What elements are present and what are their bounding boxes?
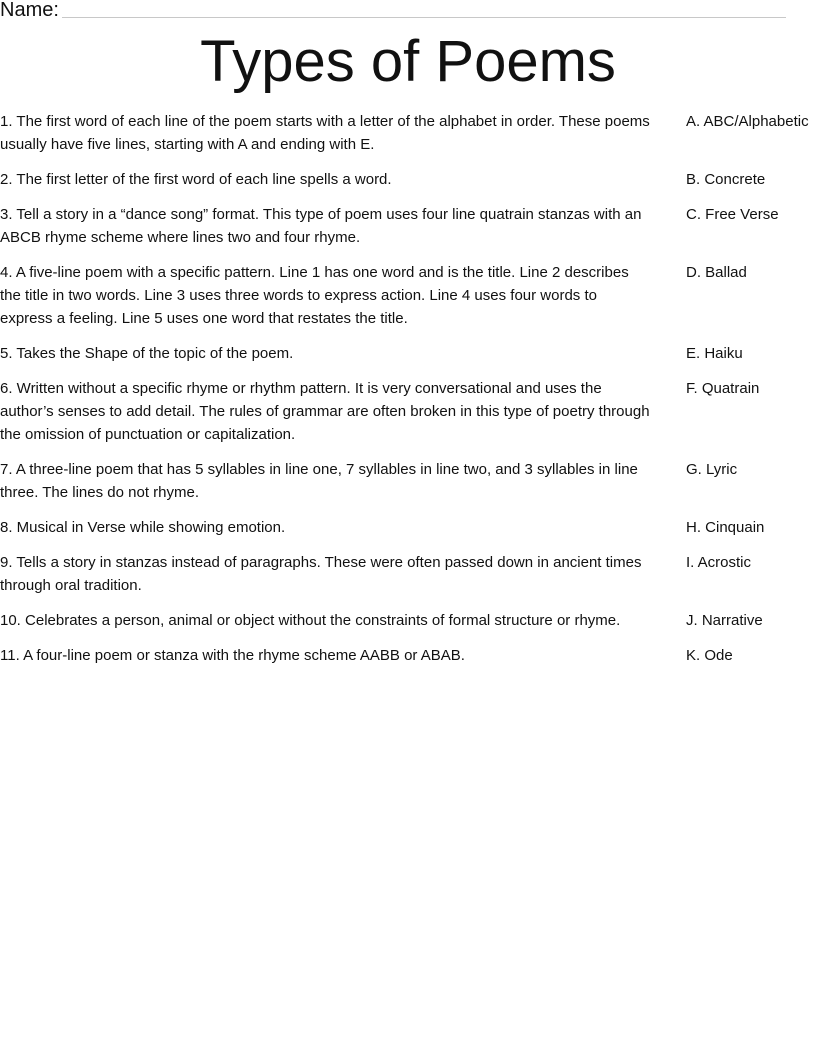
- question-8: 8. Musical in Verse while showing emotion.: [0, 519, 286, 536]
- matching-row: [0, 203, 816, 249]
- answer-g: G. Lyric: [686, 461, 738, 478]
- question-3: 3. Tell a story in a “dance song” format. This type of poem uses four line quatrain stanzas with an ABCB rhyme scheme where lines two and four rhyme.: [0, 206, 642, 246]
- matching-row: [0, 261, 816, 330]
- answer-f: F. Quatrain: [686, 380, 760, 397]
- matching-row: [0, 644, 816, 667]
- matching-row: [0, 551, 816, 597]
- matching-row: [0, 609, 816, 632]
- matching-row: [0, 168, 816, 191]
- matching-row: [0, 110, 816, 156]
- answer-h: H. Cinquain: [686, 519, 765, 536]
- matching-row: [0, 342, 816, 365]
- answer-d: D. Ballad: [686, 264, 747, 281]
- matching-row: [0, 516, 816, 539]
- page-title: Types of Poems: [200, 29, 616, 94]
- question-11: 11. A four-line poem or stanza with the rhyme scheme AABB or ABAB.: [0, 647, 465, 664]
- answer-k: K. Ode: [686, 647, 733, 664]
- answer-i: I. Acrostic: [686, 554, 752, 571]
- answer-b: B. Concrete: [686, 171, 766, 188]
- question-7: 7. A three-line poem that has 5 syllables in line one, 7 syllables in line two, and 3 syllables in line three. The lines do not rhyme.: [0, 461, 638, 501]
- matching-row: [0, 377, 816, 446]
- matching-list: [0, 110, 816, 679]
- name-input-line[interactable]: [62, 17, 786, 18]
- matching-row: [0, 458, 816, 504]
- name-label: Name:: [0, 0, 59, 21]
- question-4: 4. A five-line poem with a specific pattern. Line 1 has one word and is the title. Line 2 describes the title in two words. Line 3 uses three words to express action. Line 4 uses four words to express a feeling. Line 5 uses one word that restates the title.: [0, 264, 629, 327]
- question-10: 10. Celebrates a person, animal or object without the constraints of formal structure or rhyme.: [0, 612, 621, 629]
- answer-c: C. Free Verse: [686, 206, 779, 223]
- question-9: 9. Tells a story in stanzas instead of paragraphs. These were often passed down in ancient times through oral tradition.: [0, 554, 642, 594]
- question-1: 1. The first word of each line of the poem starts with a letter of the alphabet in order. These poems usually have five lines, starting with A and ending with E.: [0, 113, 650, 153]
- name-row: [0, 0, 790, 22]
- answer-a: A. ABC/Alphabetic: [686, 113, 809, 130]
- answer-e: E. Haiku: [686, 345, 743, 362]
- question-6: 6. Written without a specific rhyme or rhythm pattern. It is very conversational and uses the author’s senses to add detail. The rules of grammar are often broken in this type of poetry through the omission of punctuation or capitalization.: [0, 380, 650, 443]
- question-5: 5. Takes the Shape of the topic of the poem.: [0, 345, 294, 362]
- answer-j: J. Narrative: [686, 612, 763, 629]
- question-2: 2. The first letter of the first word of each line spells a word.: [0, 171, 392, 188]
